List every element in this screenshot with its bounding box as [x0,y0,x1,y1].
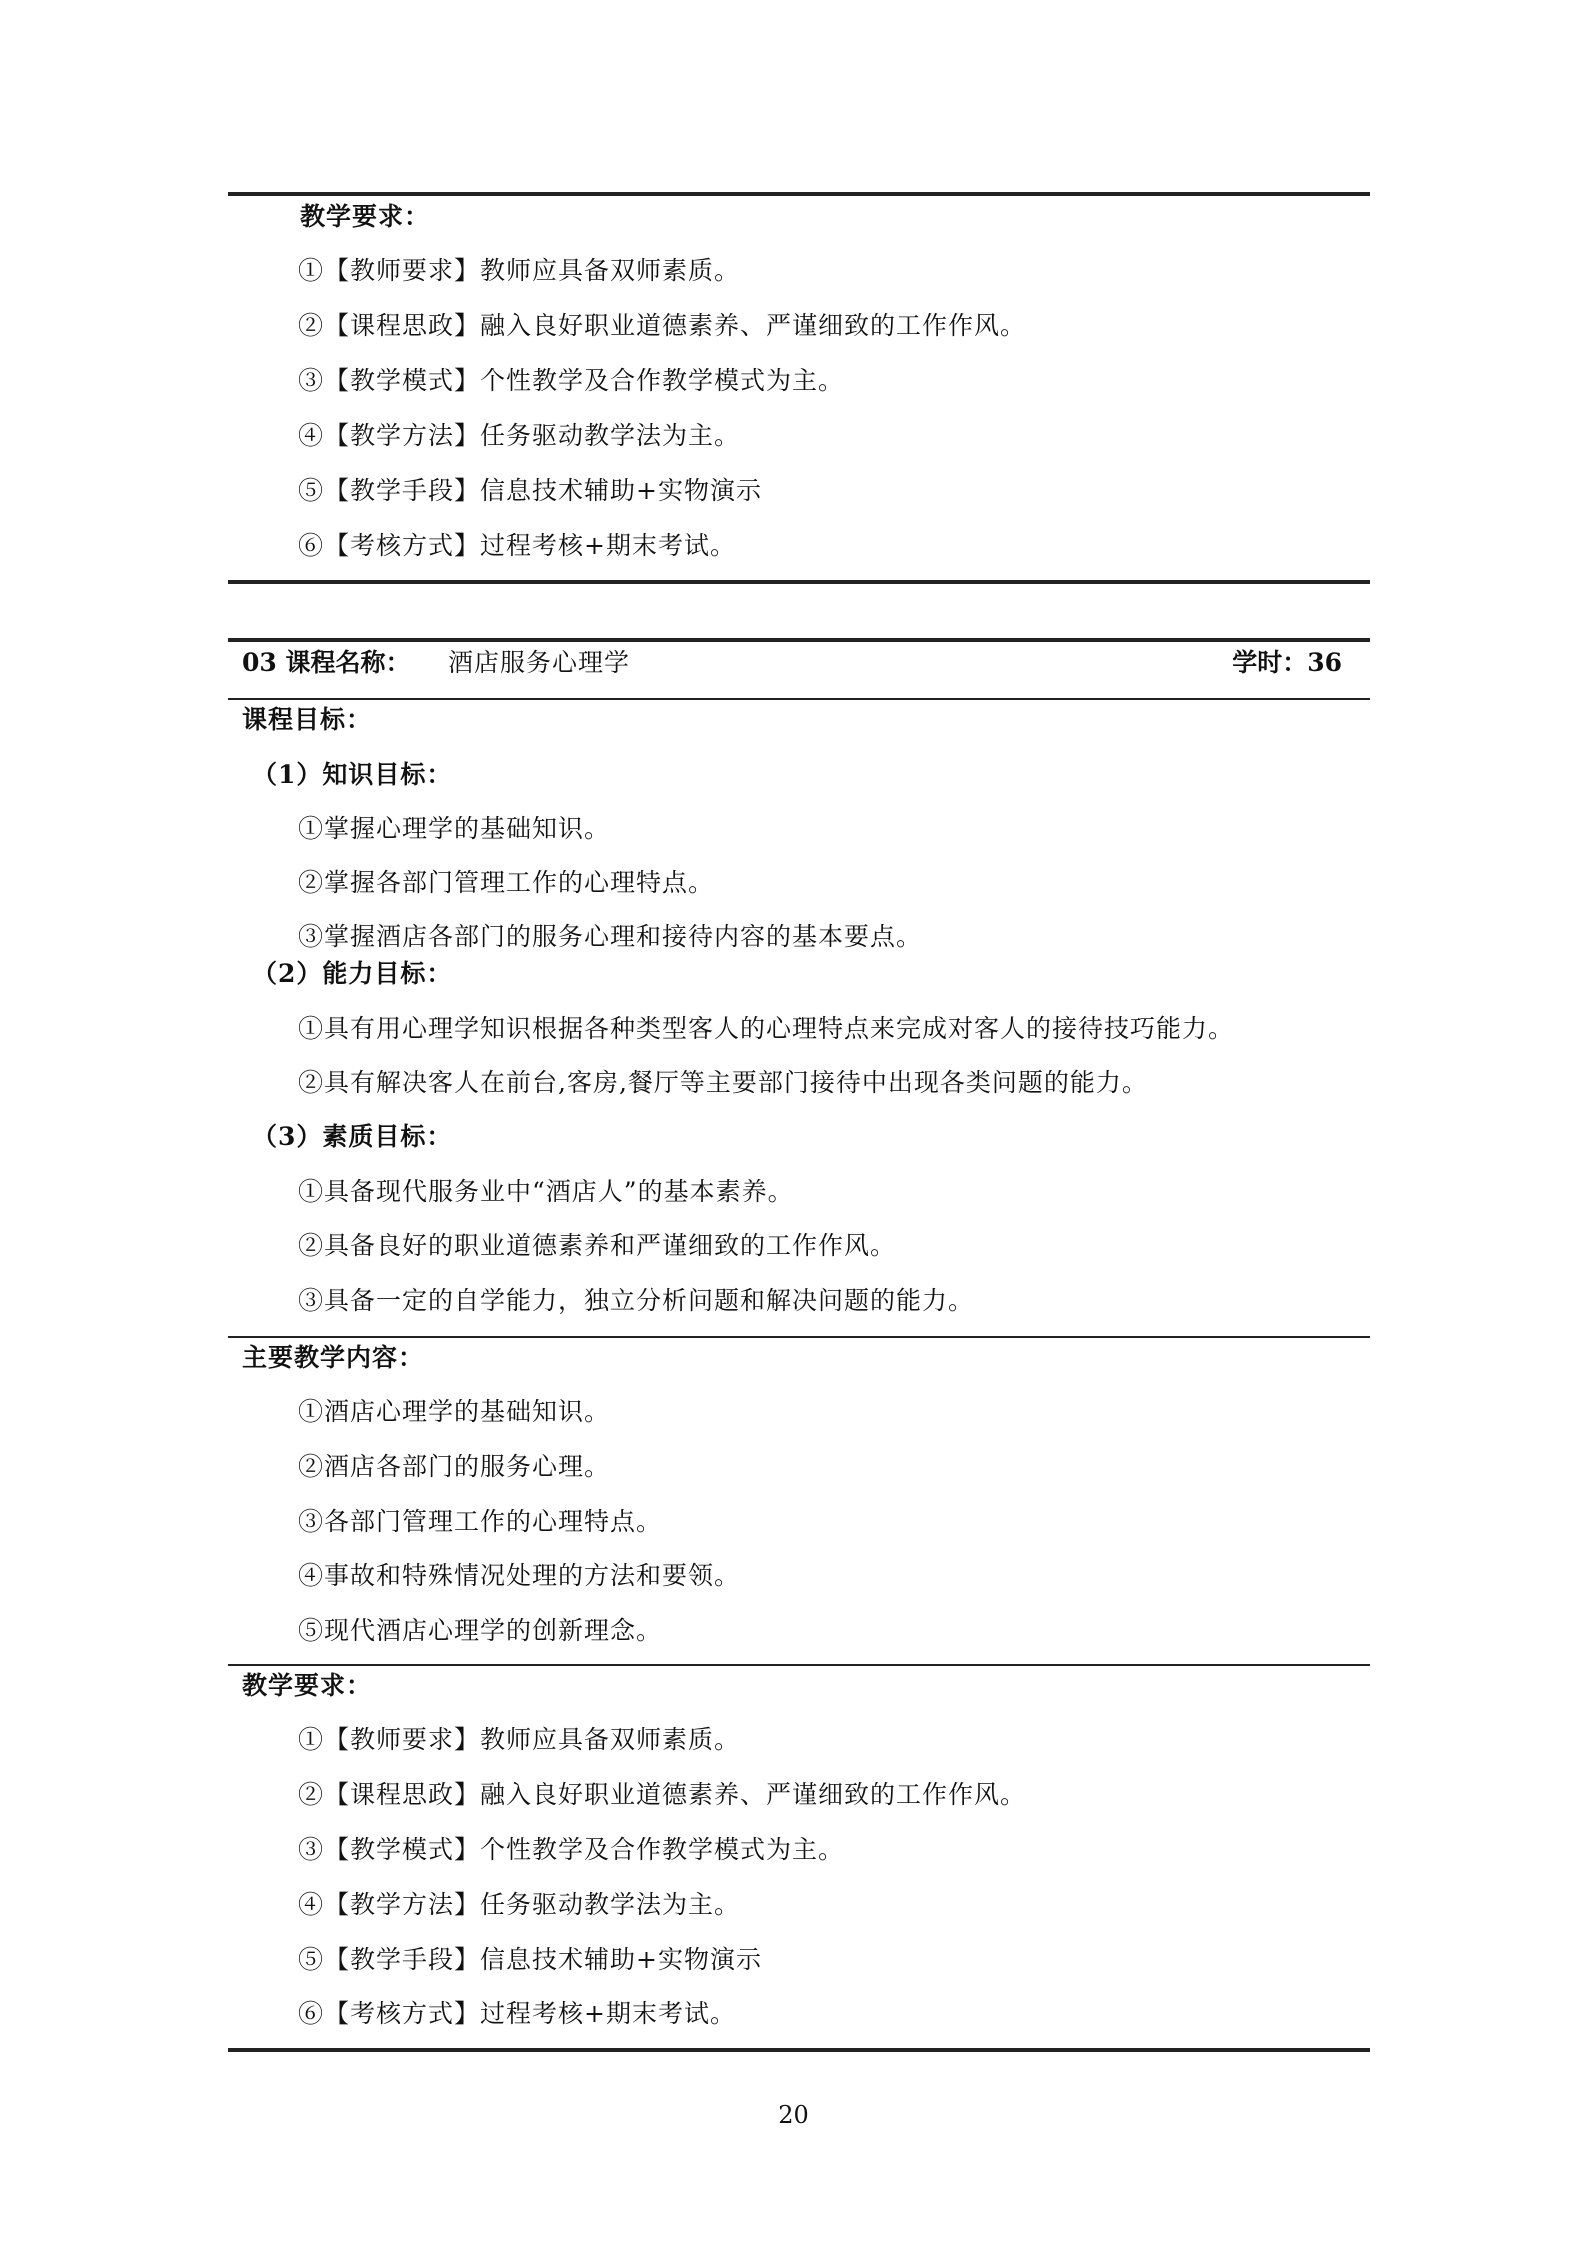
quality-objectives-label: （3）素质目标： [252,1122,453,1151]
top-requirement-item: ④【教学方法】任务驱动教学法为主。 [298,421,741,450]
top-requirement-item: ⑤【教学手段】信息技术辅助+实物演示 [298,476,762,505]
content-item: ⑤现代酒店心理学的创新理念。 [298,1616,663,1645]
requirement-item: ③【教学模式】个性教学及合作教学模式为主。 [298,1835,845,1864]
course-table-bottom-rule [228,2048,1370,2052]
requirement-item: ⑤【教学手段】信息技术辅助+实物演示 [298,1945,762,1974]
requirement-item: ④【教学方法】任务驱动教学法为主。 [298,1890,741,1919]
page-number: 20 [778,2101,809,2129]
course-hours: 学时：36 [1232,648,1342,677]
requirement-item: ①【教师要求】教师应具备双师素质。 [298,1725,741,1754]
ability-objective-item: ②具有解决客人在前台,客房,餐厅等主要部门接待中出现各类问题的能力。 [298,1068,1148,1097]
knowledge-objective-item: ③掌握酒店各部门的服务心理和接待内容的基本要点。 [298,922,923,951]
quality-objective-item: ①具备现代服务业中“酒店人”的基本素养。 [298,1177,794,1206]
course-code-label: 03 课程名称： [242,648,411,677]
requirements-heading: 教学要求： [242,1671,373,1700]
quality-objective-item: ③具备一定的自学能力，独立分析问题和解决问题的能力。 [298,1286,975,1315]
top-requirement-item: ②【课程思政】融入良好职业道德素养、严谨细致的工作作风。 [298,311,1027,340]
content-item: ①酒店心理学的基础知识。 [298,1397,611,1426]
ability-objectives-label: （2）能力目标： [252,959,453,988]
top-requirement-item: ①【教师要求】教师应具备双师素质。 [298,256,741,285]
course-header-row [242,646,1342,680]
top-rule [228,192,1370,196]
quality-objective-item: ②具备良好的职业道德素养和严谨细致的工作作风。 [298,1231,897,1260]
top-section-end-rule [228,580,1370,584]
course-table-top-rule [228,638,1370,642]
content-item: ④事故和特殊情况处理的方法和要领。 [298,1561,741,1590]
top-requirement-item: ③【教学模式】个性教学及合作教学模式为主。 [298,366,845,395]
content-end-rule [228,1664,1370,1666]
objectives-end-rule [228,1336,1370,1338]
objectives-heading: 课程目标： [242,705,373,734]
requirement-item: ⑥【考核方式】过程考核+期末考试。 [298,1999,736,2028]
top-requirement-item: ⑥【考核方式】过程考核+期末考试。 [298,531,736,560]
top-requirements-heading: 教学要求： [300,202,431,231]
course-name: 酒店服务心理学 [448,648,631,677]
content-heading: 主要教学内容： [242,1343,425,1372]
content-item: ②酒店各部门的服务心理。 [298,1452,611,1481]
knowledge-objective-item: ②掌握各部门管理工作的心理特点。 [298,868,715,897]
requirement-item: ②【课程思政】融入良好职业道德素养、严谨细致的工作作风。 [298,1780,1027,1809]
ability-objective-item: ①具有用心理学知识根据各种类型客人的心理特点来完成对客人的接待技巧能力。 [298,1014,1235,1043]
knowledge-objectives-label: （1）知识目标： [252,760,453,789]
content-item: ③各部门管理工作的心理特点。 [298,1507,663,1536]
knowledge-objective-item: ①掌握心理学的基础知识。 [298,814,611,843]
course-header-rule [228,698,1370,700]
